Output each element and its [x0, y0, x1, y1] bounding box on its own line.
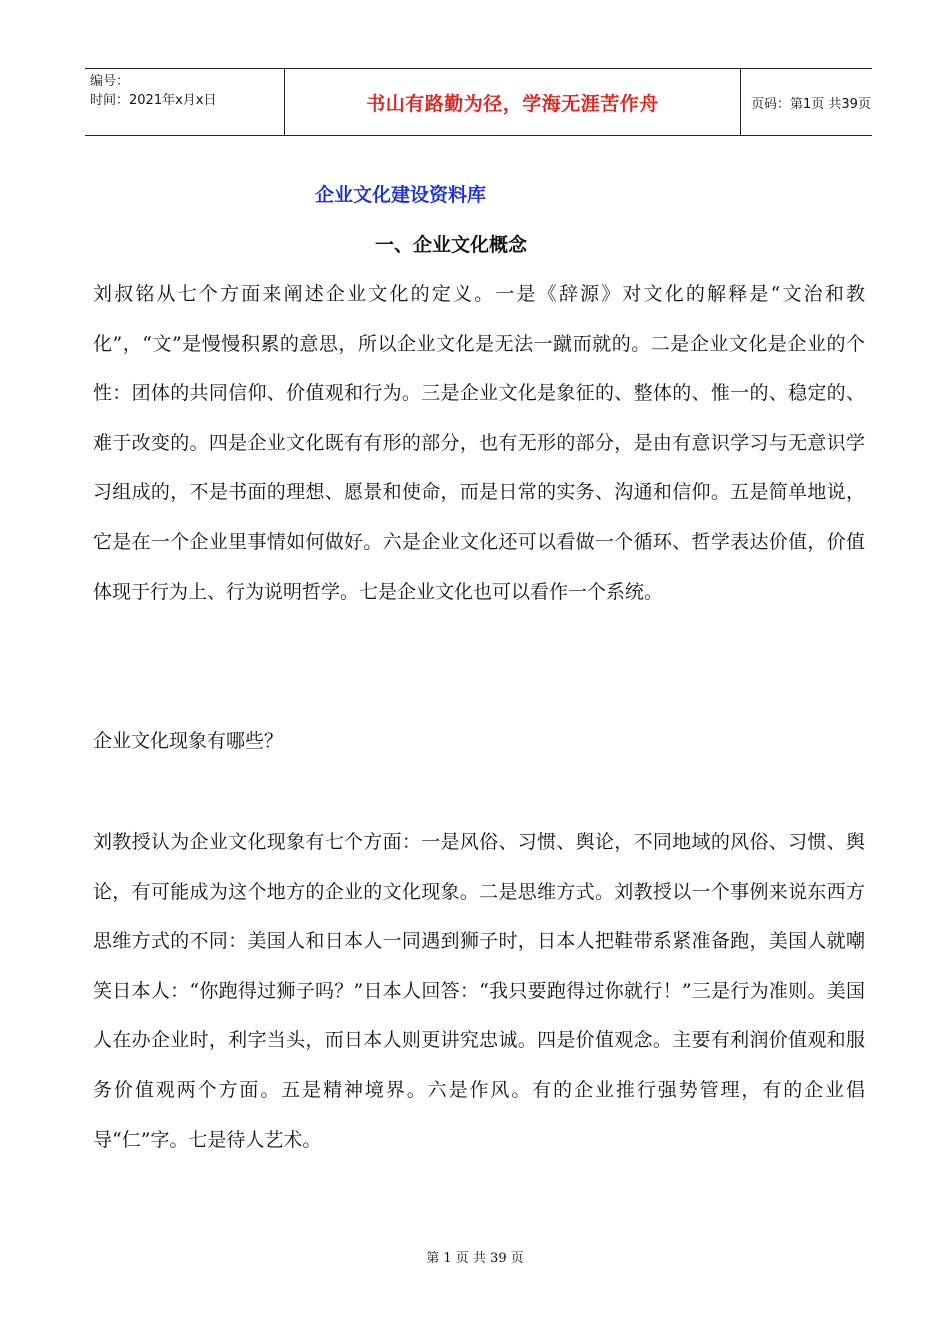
document-number-label: 编号：: [90, 74, 130, 89]
paragraph-phenomena: 刘教授认为企业文化现象有七个方面：一是风俗、习惯、舆论，不同地域的风俗、习惯、舆论，有可能成为这个地方的企业的文化现象。二是思维方式。刘教授以一个事例来说东西方思维方式的不同：美国人和日本人一同遇到狮子时，日本人把鞋带系紧准备跑，美国人就嘲笑日本人：“你跑得过狮子吗？”日本人回答：“我只要跑得过你就行！”三是行为准则。美国人在办企业时，利字当头，而日本人则更讲究忠诚。四是价值观念。主要有利润价值观和服务价值观两个方面。五是精神境界。六是作风。有的企业推行强势管理，有的企业倡导“仁”字。七是待人艺术。: [93, 831, 865, 1151]
paragraph-question: 企业文化现象有哪些？: [93, 730, 284, 752]
header-page-cell: [741, 69, 872, 135]
header-motto-cell: [284, 69, 741, 135]
page-footer: 第 1 页 共 39 页: [426, 1251, 524, 1266]
header-motto: 书山有路勤为径，学海无涯苦作舟: [366, 92, 659, 115]
paragraph-definition: 刘叔铭从七个方面来阐述企业文化的定义。一是《辞源》对文化的解释是“文治和教化”，“文”是慢慢积累的意思，所以企业文化是无法一蹴而就的。二是企业文化是企业的个性：团体的共同信仰、价值观和行为。三是企业文化是象征的、整体的、惟一的、稳定的、难于改变的。四是企业文化既有有形的部分，也有无形的部分，是由有意识学习与无意识学习组成的，不是书面的理想、愿景和使命，而是日常的实务、沟通和信仰。五是简单地说，它是在一个企业里事情如何做好。六是企业文化还可以看做一个循环、哲学表达价值，价值体现于行为上、行为说明哲学。七是企业文化也可以看作一个系统。: [93, 283, 865, 603]
header-table: [85, 68, 872, 136]
section-title: 一、企业文化概念: [375, 234, 528, 256]
document-title: 企业文化建设资料库: [315, 184, 487, 206]
header-meta-cell: [85, 69, 284, 135]
header-page-label: 页码：第1页 共39页: [751, 96, 871, 112]
document-time-label: 时间：2021年x月x日: [90, 93, 217, 108]
